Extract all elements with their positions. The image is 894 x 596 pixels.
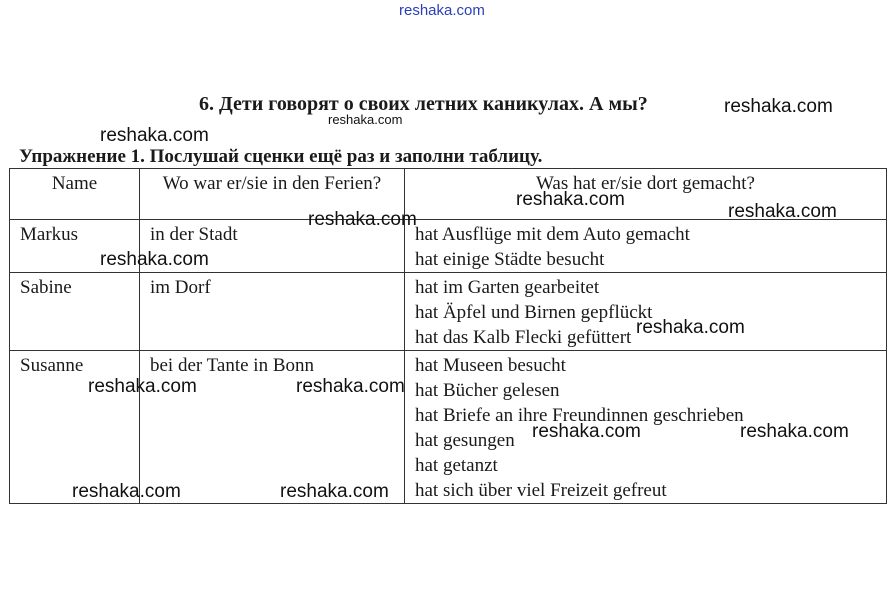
row-place: im Dorf xyxy=(140,273,405,351)
table-row xyxy=(10,273,887,351)
activity-item: hat Briefe an ihre Freundinnen geschrieben xyxy=(415,405,744,426)
watermark: reshaka.com xyxy=(296,376,405,397)
row-place: in der Stadt xyxy=(140,220,405,273)
column-header-place: Wo war er/sie in den Ferien? xyxy=(140,169,405,220)
row-name: Markus xyxy=(10,220,140,273)
activity-item: hat gesungen xyxy=(415,430,515,451)
watermark: reshaka.com xyxy=(328,112,403,127)
row-place: bei der Tante in Bonn xyxy=(140,351,405,504)
column-header-name: Name xyxy=(10,169,140,220)
watermark: reshaka.com xyxy=(532,421,641,442)
watermark: reshaka.com xyxy=(308,209,417,230)
activity-item: hat Bücher gelesen xyxy=(415,380,560,401)
watermark: reshaka.com xyxy=(280,481,389,502)
activity-item: hat im Garten gearbeitet xyxy=(415,277,600,298)
row-name: Sabine xyxy=(10,273,140,351)
column-header-activities: Was hat er/sie dort gemacht? xyxy=(405,169,887,220)
activity-item: hat Äpfel und Birnen gepflückt xyxy=(415,302,653,323)
activity-item: hat Ausflüge mit dem Auto gemacht xyxy=(415,224,690,245)
watermark: reshaka.com xyxy=(728,201,837,222)
section-heading: 6. Дети говорят о своих летних каникулах. А мы? xyxy=(199,93,648,115)
row-name: Susanne xyxy=(10,351,140,504)
activity-item: hat einige Städte besucht xyxy=(415,249,605,270)
watermark: reshaka.com xyxy=(100,125,209,146)
watermark: reshaka.com xyxy=(724,96,833,117)
activity-item: hat sich über viel Freizeit gefreut xyxy=(415,480,667,501)
watermark: reshaka.com xyxy=(740,421,849,442)
watermark: reshaka.com xyxy=(516,189,625,210)
exercise-title: Упражнение 1. Послушай сценки ещё раз и заполни таблицу. xyxy=(19,146,543,167)
watermark: reshaka.com xyxy=(72,481,181,502)
watermark-top: reshaka.com xyxy=(399,2,485,19)
watermark: reshaka.com xyxy=(636,317,745,338)
watermark: reshaka.com xyxy=(100,249,209,270)
watermark: reshaka.com xyxy=(88,376,197,397)
activity-item: hat getanzt xyxy=(415,455,498,476)
activity-item: hat das Kalb Flecki gefüttert xyxy=(415,327,632,348)
row-activities xyxy=(405,220,887,273)
activity-item: hat Museen besucht xyxy=(415,355,566,376)
